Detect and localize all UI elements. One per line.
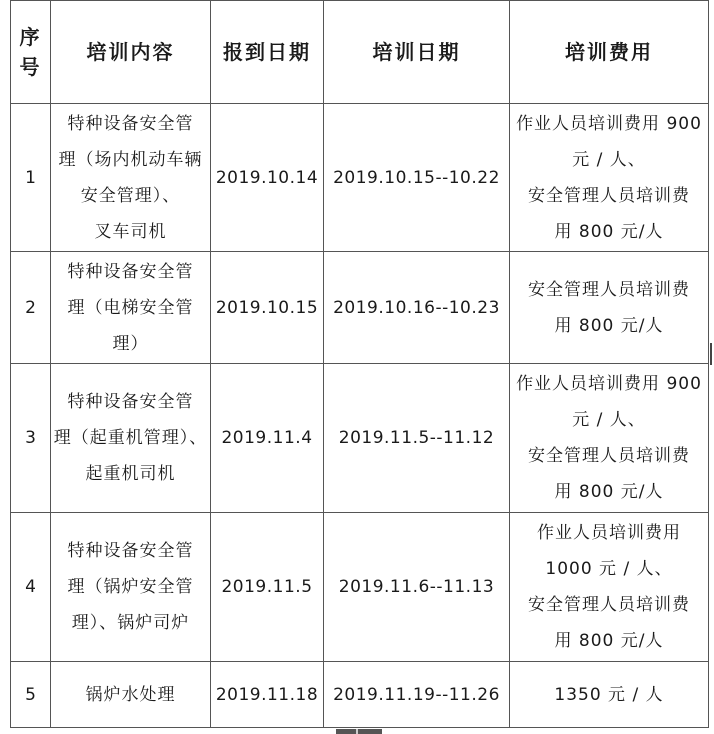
table-row xyxy=(11,252,709,364)
fee-line: 用 800 元/人 xyxy=(554,315,664,336)
fee-line: 用 800 元/人 xyxy=(554,482,664,502)
fee-line: 1000 元 / 人、 xyxy=(545,559,673,579)
fee-line: 安全管理人员培训费 xyxy=(528,595,690,615)
fee-line: 安全管理人员培训费 xyxy=(528,279,690,300)
fee-line: 元 / 人、 xyxy=(572,149,646,170)
content-line: 理（电梯安全管 xyxy=(67,297,194,318)
header-training-fee: 培训费用 xyxy=(510,1,709,104)
content-line: 叉车司机 xyxy=(94,221,167,242)
content-line: 特种设备安全管 xyxy=(67,541,194,561)
fee-line: 1350 元 / 人 xyxy=(554,684,664,705)
table-row xyxy=(11,364,709,513)
content-line: 特种设备安全管 xyxy=(67,392,194,412)
header-training-content: 培训内容 xyxy=(51,1,211,104)
content-line: 特种设备安全管 xyxy=(67,113,194,134)
row-training-content xyxy=(51,252,211,364)
row-training-date: 2019.10.16--10.23 xyxy=(324,252,510,364)
row-training-date: 2019.11.19--11.26 xyxy=(324,662,510,728)
row-training-content xyxy=(51,662,211,728)
header-training-date: 培训日期 xyxy=(324,1,510,104)
row-serial-number: 1 xyxy=(11,104,51,252)
fee-line: 用 800 元/人 xyxy=(554,631,664,651)
row-serial-number: 3 xyxy=(11,364,51,513)
fee-line: 安全管理人员培训费 xyxy=(528,446,690,466)
content-line: 理）、锅炉司炉 xyxy=(71,613,190,633)
content-line: 特种设备安全管 xyxy=(67,261,194,282)
row-training-date: 2019.11.6--11.13 xyxy=(324,513,510,662)
header-report-date: 报到日期 xyxy=(211,1,324,104)
fee-line: 作业人员培训费用 900 xyxy=(516,374,702,394)
row-serial-number: 2 xyxy=(11,252,51,364)
horizontal-scrollbar-thumb[interactable] xyxy=(336,729,382,734)
fee-line: 作业人员培训费用 xyxy=(537,523,681,543)
content-line: 起重机司机 xyxy=(85,464,176,484)
row-report-date: 2019.11.5 xyxy=(211,513,324,662)
fee-line: 用 800 元/人 xyxy=(554,221,664,242)
row-report-date: 2019.10.15 xyxy=(211,252,324,364)
fee-line: 安全管理人员培训费 xyxy=(528,185,690,206)
content-line: 理（起重机管理）、 xyxy=(53,428,208,448)
header-serial-number xyxy=(11,1,51,104)
training-schedule-table xyxy=(10,0,709,728)
row-training-date: 2019.10.15--10.22 xyxy=(324,104,510,252)
table-row xyxy=(11,662,709,728)
table-row xyxy=(11,104,709,252)
row-report-date: 2019.11.18 xyxy=(211,662,324,728)
row-training-fee xyxy=(510,513,709,662)
row-report-date: 2019.11.4 xyxy=(211,364,324,513)
table-header-row xyxy=(11,1,709,104)
row-training-fee xyxy=(510,104,709,252)
fee-line: 元 / 人、 xyxy=(572,410,646,430)
row-serial-number: 5 xyxy=(11,662,51,728)
row-report-date: 2019.10.14 xyxy=(211,104,324,252)
row-training-fee xyxy=(510,364,709,513)
scrollbar-marker[interactable] xyxy=(710,343,712,365)
table-row xyxy=(11,513,709,662)
header-serial-number-line-2: 号 xyxy=(19,55,42,79)
row-training-content xyxy=(51,513,211,662)
fee-line: 作业人员培训费用 900 xyxy=(516,113,702,134)
content-line: 锅炉水处理 xyxy=(85,684,176,705)
row-training-content xyxy=(51,364,211,513)
content-line: 理（锅炉安全管 xyxy=(67,577,194,597)
row-training-date: 2019.11.5--11.12 xyxy=(324,364,510,513)
row-training-content xyxy=(51,104,211,252)
row-training-fee xyxy=(510,662,709,728)
row-serial-number: 4 xyxy=(11,513,51,662)
header-serial-number-line-1: 序 xyxy=(19,25,42,49)
row-training-fee xyxy=(510,252,709,364)
content-line: 理） xyxy=(112,333,149,354)
content-line: 安全管理）、 xyxy=(80,185,181,206)
content-line: 理（场内机动车辆 xyxy=(58,149,203,170)
